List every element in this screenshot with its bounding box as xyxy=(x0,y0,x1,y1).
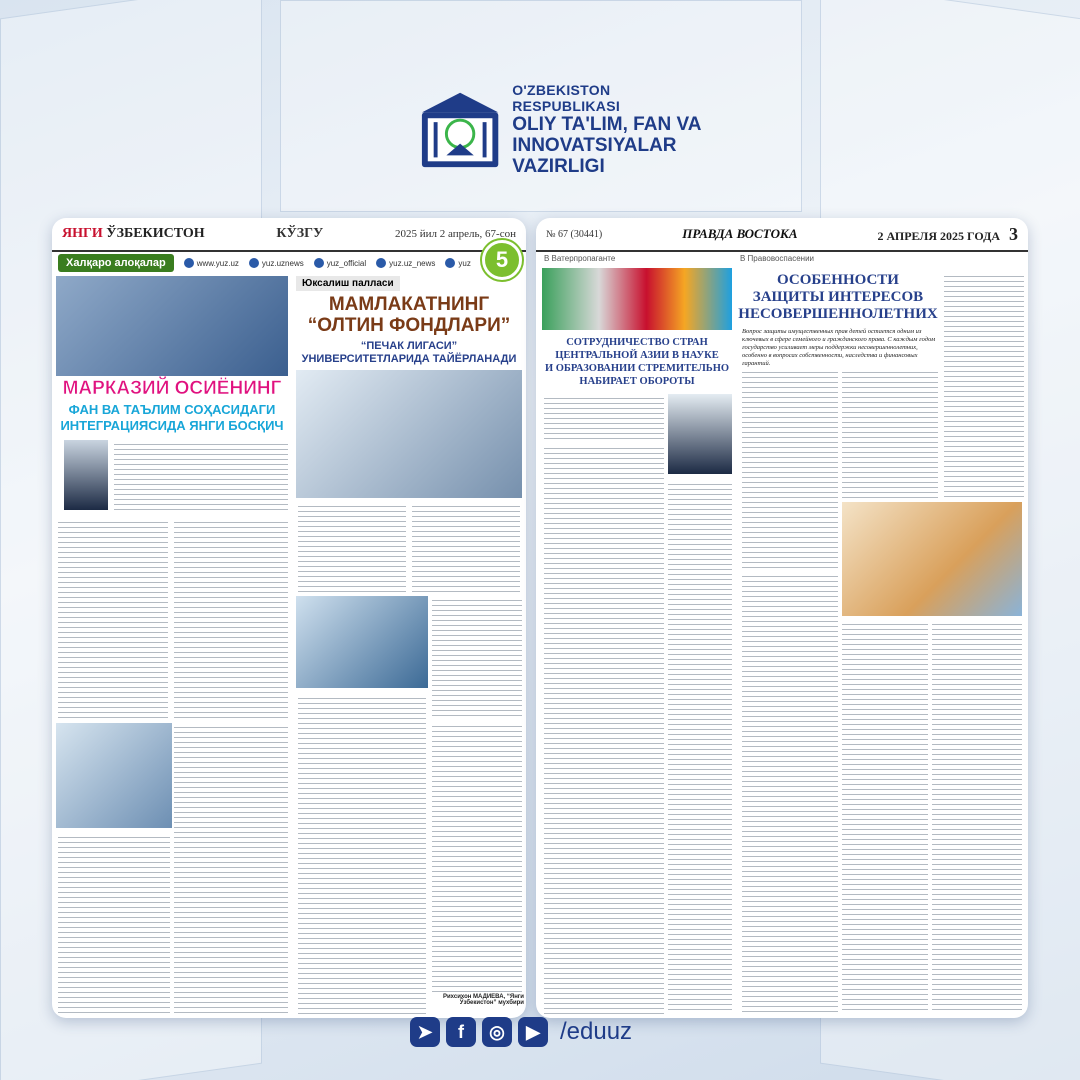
ministry-line1: O'ZBEKISTON RESPUBLIKASI xyxy=(512,81,621,114)
article2-author: Рихсихон МАДИЕВА, “Янги Ўзбекистон” мухбири xyxy=(442,994,524,1006)
article2-headline-line2: ЗАЩИТЫ ИНТЕРЕСОВ xyxy=(752,289,924,305)
footer-social-bar xyxy=(410,1010,632,1054)
masthead-season: КЎЗГУ xyxy=(276,226,324,241)
article1-column1 xyxy=(544,444,664,1014)
article2-lead: Вопрос защиты имущественных прав детей остается одним из ключевых в сфере семейного и гражданского права. С каждым годом государство усиливает меры поддержки несовершеннолетних, особенно в вопросах собственности, наследства и финансовых гарантий. xyxy=(742,328,936,367)
youtube-icon[interactable]: ▶ xyxy=(518,1017,548,1047)
ministry-line3: INNOVATSIYALAR xyxy=(512,134,677,156)
article2-headline-line1: МАМЛАКАТНИНГ xyxy=(328,294,490,315)
article2-column2 xyxy=(842,368,938,498)
ministry-line2: OLIY TA'LIM, FAN VA xyxy=(512,113,702,135)
issue-number: № 67 (30441) xyxy=(546,228,603,240)
facebook-icon xyxy=(249,258,259,268)
article1-headline-line3: ИНТЕГРАЦИЯСИДА ЯНГИ БОСҚИЧ xyxy=(60,418,284,433)
article1-lead-text xyxy=(544,394,664,440)
brand-part-a: ЯНГИ xyxy=(62,226,103,241)
telegram-icon xyxy=(376,258,386,268)
youtube-icon xyxy=(445,258,455,268)
article2-column6 xyxy=(932,620,1022,1014)
article1-lead-text xyxy=(114,440,288,512)
social-label: www.yuz.uz xyxy=(196,258,239,268)
social-bar xyxy=(52,252,526,274)
masthead xyxy=(52,218,526,252)
globe-icon xyxy=(184,258,194,268)
students-photo xyxy=(56,723,172,828)
ministry-line4: VAZIRLIGI xyxy=(512,155,605,177)
article1-headline-line2: ФАН ВА ТАЪЛИМ СОҲАСИДАГИ xyxy=(68,402,276,417)
article2-column4 xyxy=(298,694,426,1014)
article2-column2 xyxy=(412,502,520,592)
social-fb xyxy=(249,258,304,268)
article2-headline-line2: “ОЛТИН ФОНДЛАРИ” xyxy=(307,315,511,336)
masthead xyxy=(536,218,1028,252)
instagram-icon[interactable]: ◎ xyxy=(482,1017,512,1047)
article1-headline-line4: НАБИРАЕТ ОБОРОТЫ xyxy=(579,376,695,387)
newspaper-page-pravda-vostoka xyxy=(536,218,1028,1018)
article2-column3 xyxy=(944,272,1024,498)
brand-part-b: ЎЗБЕКИСТОН xyxy=(106,226,205,241)
article2-column1 xyxy=(742,368,838,568)
article1-column2 xyxy=(174,518,288,718)
masthead-brand: ПРАВДА ВОСТОКА xyxy=(682,226,798,241)
article2-subheadline-line2: УНИВЕРСИТЕТЛАРИДА ТАЙЁРЛАНАДИ xyxy=(301,353,517,365)
social-label: yuz.uz_news xyxy=(389,258,436,268)
forum-photo xyxy=(56,276,288,376)
footer-handle[interactable]: /eduuz xyxy=(560,1018,633,1045)
article2-headline-line3: НЕСОВЕРШЕННОЛЕТНИХ xyxy=(738,306,938,322)
lab-photo xyxy=(296,596,428,688)
masthead-date xyxy=(878,224,1018,245)
article2-subheadline-line1: “ПЕЧАК ЛИГАСИ” xyxy=(360,340,458,352)
article1-headline-line1: СОТРУДНИЧЕСТВО СТРАН xyxy=(566,337,708,348)
facebook-icon[interactable]: f xyxy=(446,1017,476,1047)
masthead-brand xyxy=(62,226,205,242)
article1-column3 xyxy=(174,723,288,1013)
newspaper-page-yangi-uzbekiston xyxy=(52,218,526,1018)
article2-column5 xyxy=(842,620,928,1014)
article1-headline-line2: ЦЕНТРАЛЬНОЙ АЗИИ В НАУКЕ xyxy=(555,350,719,361)
social-label: yuz.uznews xyxy=(261,258,304,268)
page-number-badge: 5 xyxy=(482,240,522,280)
social-web xyxy=(184,258,239,268)
child-house-photo xyxy=(842,502,1022,616)
ministry-logo xyxy=(418,81,718,177)
telegram-icon[interactable]: ➤ xyxy=(410,1017,440,1047)
article2-column1 xyxy=(298,502,406,592)
page-number: 3 xyxy=(1009,223,1018,244)
section-left: В Ватерпропаганте xyxy=(544,254,616,263)
flags-photo xyxy=(542,268,732,330)
social-ig xyxy=(314,258,366,268)
article1-headline-line3: И ОБРАЗОВАНИИ СТРЕМИТЕЛЬНО xyxy=(544,363,730,374)
social-label: yuz xyxy=(458,258,471,268)
social-label: yuz_official xyxy=(326,258,367,268)
article1-column4 xyxy=(58,833,170,1013)
article2-column5 xyxy=(432,722,522,992)
article1-column1 xyxy=(58,518,168,718)
article1-headline-line1: МАРКАЗИЙ ОСИЁНИНГ xyxy=(62,378,282,399)
date-text: 2 АПРЕЛЯ 2025 ГОДА xyxy=(877,228,1000,243)
section-tag: Халқаро алоқалар xyxy=(58,254,174,272)
article2-column3 xyxy=(432,596,522,716)
sub-section-tag: Юксалиш палласи xyxy=(296,276,400,291)
social-yt xyxy=(445,258,470,268)
article2-headline-line1: ОСОБЕННОСТИ xyxy=(777,272,899,288)
section-right: В Правовоспасении xyxy=(740,254,815,263)
classroom-photo xyxy=(296,370,522,498)
author-portrait xyxy=(64,440,108,510)
ministry-emblem-icon xyxy=(418,86,502,172)
social-tg xyxy=(376,258,435,268)
masthead-date: 2025 йил 2 апрель, 67-сон xyxy=(395,228,516,240)
article2-column4 xyxy=(742,572,838,1014)
official-portrait xyxy=(668,394,732,474)
instagram-icon xyxy=(314,258,324,268)
article1-column2 xyxy=(668,480,732,1014)
